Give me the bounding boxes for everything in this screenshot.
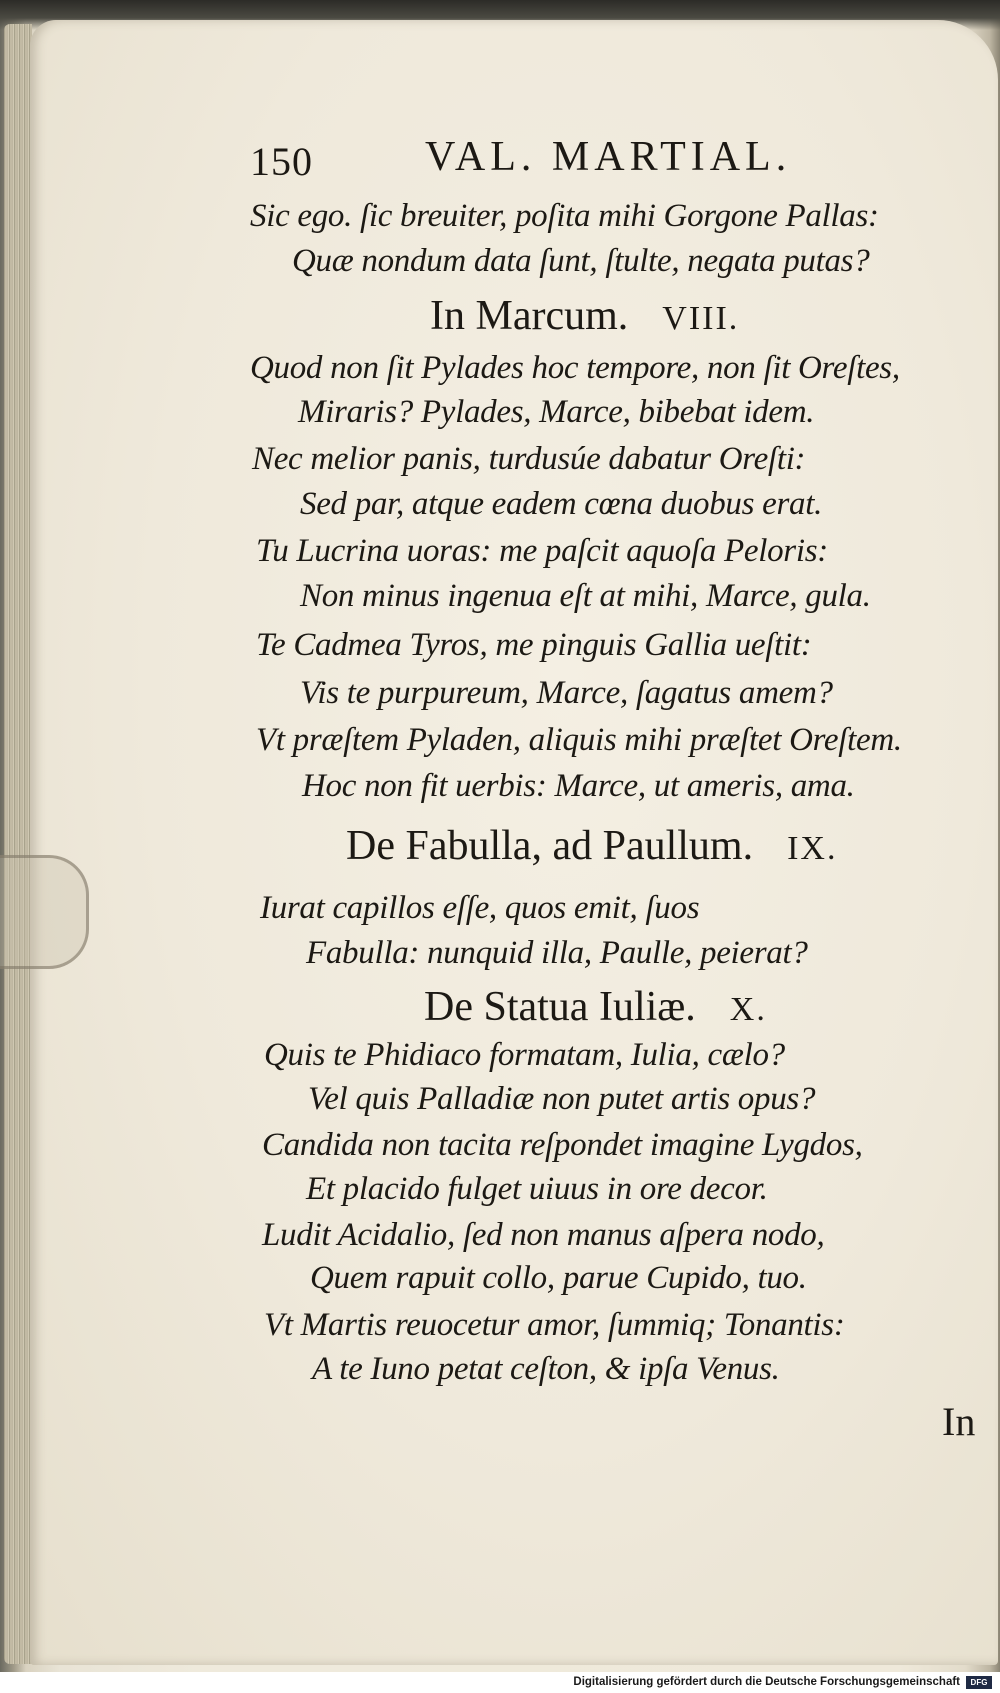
verse-line: Quod non ſit Pylades hoc tempore, non ſit Oreſtes, <box>250 350 900 386</box>
verse-line: Te Cadmea Tyros, me pinguis Gallia ueſtit: <box>256 627 812 663</box>
verse-line: Miraris? Pylades, Marce, bibebat idem. <box>298 394 815 430</box>
verse-line: Vt præſtem Pyladen, aliquis mihi præſtet Oreſtem. <box>256 722 902 758</box>
epigram-heading <box>424 983 767 1031</box>
verse-line: Sed par, atque eadem cœna duobus erat. <box>300 486 823 522</box>
verse-line: Hoc non fit uerbis: Marce, ut ameris, ama. <box>302 768 855 804</box>
verse-line: Vis te purpureum, Marce, ſagatus amem? <box>300 675 833 711</box>
verse-line: Tu Lucrina uoras: me paſcit aquoſa Peloris: <box>256 533 828 569</box>
verse-line: Et placido fulget uiuus in ore decor. <box>306 1171 768 1207</box>
verse-line: Vt Martis reuocetur amor, ſummiq; Tonantis: <box>264 1307 845 1343</box>
heading-number: VIII. <box>662 300 740 337</box>
verse-line: Ludit Acidalio, ſed non manus aſpera nodo, <box>262 1217 825 1253</box>
verse-line: Quis te Phidiaco formatam, Iulia, cælo? <box>264 1037 785 1073</box>
heading-title: De Statua Iuliæ. <box>424 984 696 1030</box>
verse-line: Fabulla: nunquid illa, Paulle, peierat? <box>306 935 808 971</box>
epigram-heading <box>430 292 739 340</box>
verse-line: Nec melior panis, turdusúe dabatur Oreſti: <box>252 441 806 477</box>
epigram-heading <box>346 822 838 870</box>
verse-line: A te Iuno petat ceſton, & ipſa Venus. <box>312 1351 780 1387</box>
verse-line: Iurat capillos eſſe, quos emit, ſuos <box>260 890 700 926</box>
footer-credit: Digitalisierung gefördert durch die Deutsche Forschungsgemeinschaft <box>573 1676 960 1688</box>
dfg-logo: DFG <box>966 1676 992 1689</box>
running-head: VAL. MARTIAL. <box>425 134 792 180</box>
verse-line: Candida non tacita reſpondet imagine Lygdos, <box>262 1127 863 1163</box>
heading-number: X. <box>729 991 767 1028</box>
digitization-footer <box>0 1672 1000 1693</box>
catchword: In <box>942 1399 976 1444</box>
heading-title: In Marcum. <box>430 293 629 339</box>
verse-line: Vel quis Palladiæ non putet artis opus? <box>308 1081 816 1117</box>
heading-title: De Fabulla, ad Paullum. <box>346 823 754 869</box>
verse-line: Quæ nondum data ſunt, ſtulte, negata putas? <box>292 243 870 279</box>
heading-number: IX. <box>787 830 838 867</box>
page-number: 150 <box>250 139 313 184</box>
verse-line: Non minus ingenua eſt at mihi, Marce, gula. <box>300 578 871 614</box>
verse-line: Sic ego. ſic breuiter, poſita mihi Gorgone Pallas: <box>250 198 879 234</box>
verse-line: Quem rapuit collo, parue Cupido, tuo. <box>310 1260 807 1296</box>
